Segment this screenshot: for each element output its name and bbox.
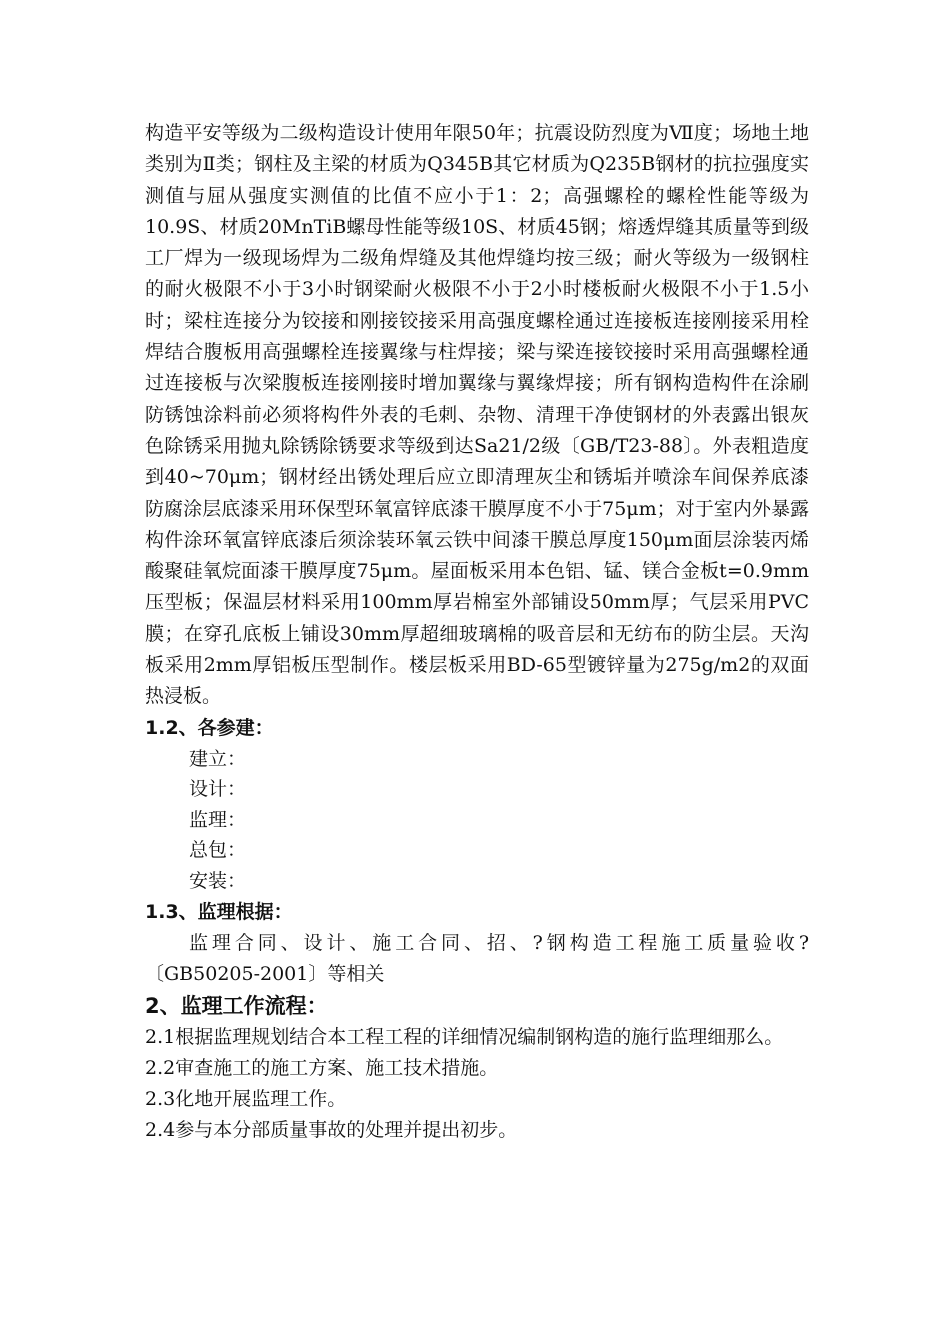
participant-list xyxy=(145,744,809,897)
workflow-step: 2.1根据监理规划结合本工程工程的详细情况编制钢构造的施行监理细那么。 xyxy=(145,1026,784,1049)
intro-paragraph: 构造平安等级为二级构造设计使用年限50年；抗震设防烈度为Ⅶ度；场地土地类别为Ⅱ类；钢柱及主梁的材质为Q345B其它材质为Q235B钢材的抗拉强度实测值与屈从强度实测值的比值不应小于1：2；高强螺栓的螺栓性能等级为10.9S、材质20MnTiB螺母性能等级10S、材质45钢；熔透焊缝其质量等到级工厂焊为一级现场焊为二级角焊缝及其他焊缝均按三级；耐火等级为一级钢柱的耐火极限不小于3小时钢梁耐火极限不小于2小时楼板耐火极限不小于1.5小时；梁柱连接分为铰接和刚接铰接采用高强度螺栓通过连接板连接刚接采用栓焊结合腹板用高强螺栓连接翼缘与柱焊接；梁与梁连接铰接时采用高强螺栓通过连接板与次梁腹板连接刚接时增加翼缘与翼缘焊接；所有钢构造构件在涂刷防锈蚀涂料前必须将构件外表的毛刺、杂物、清理干净使钢材的外表露出银灰色除锈采用抛丸除锈除锈要求等级到达Sa21/2级〔GB/T23-88〕。外表粗造度到40~70μm；钢材经出锈处理后应立即清理灰尘和锈垢并喷涂车间保养底漆防腐涂层底漆采用环保型环氧富锌底漆干膜厚度不小于75μm；对于室内外暴露构件涂环氧富锌底漆后须涂装环氧云铁中间漆干膜总厚度150μm面层涂装丙烯酸聚硅氧烷面漆干膜厚度75μm。屋面板采用本色铝、锰、镁合金板t=0.9mm压型板；保温层材料采用100mm厚岩棉室外部铺设50mm厚；气层采用PVC膜；在穿孔底板上铺设30mm厚超细玻璃棉的吸音层和无纺布的防尘层。天沟板采用2mm厚铝板压型制作。楼层板采用BD-65型镀锌量为275g/m2的双面热浸板。 xyxy=(145,122,809,708)
participant-supervision: 监理： xyxy=(189,808,247,831)
section-2-heading: 2、监理工作流程： xyxy=(145,994,328,1019)
workflow-step: 2.2审查施工的施工方案、施工技术措施。 xyxy=(145,1057,499,1080)
document-page xyxy=(145,118,809,1146)
workflow-step: 2.3化地开展监理工作。 xyxy=(145,1088,347,1111)
participant-construction: 建立： xyxy=(189,747,247,770)
participant-installation: 安装： xyxy=(189,870,247,893)
workflow-step: 2.4参与本分部质量事故的处理并提出初步。 xyxy=(145,1119,518,1142)
supervision-basis-text: 监理合同、设计、施工合同、招、?钢构造工程施工质量验收?〔GB50205-2001〕等相关 xyxy=(145,931,809,985)
workflow-steps xyxy=(145,1022,809,1146)
participant-general-contractor: 总包： xyxy=(189,839,247,862)
section-1-3-heading: 1.3、监理根据： xyxy=(145,900,293,923)
participant-design: 设计： xyxy=(189,778,247,801)
section-1-2-heading: 1.2、各参建： xyxy=(145,716,274,739)
